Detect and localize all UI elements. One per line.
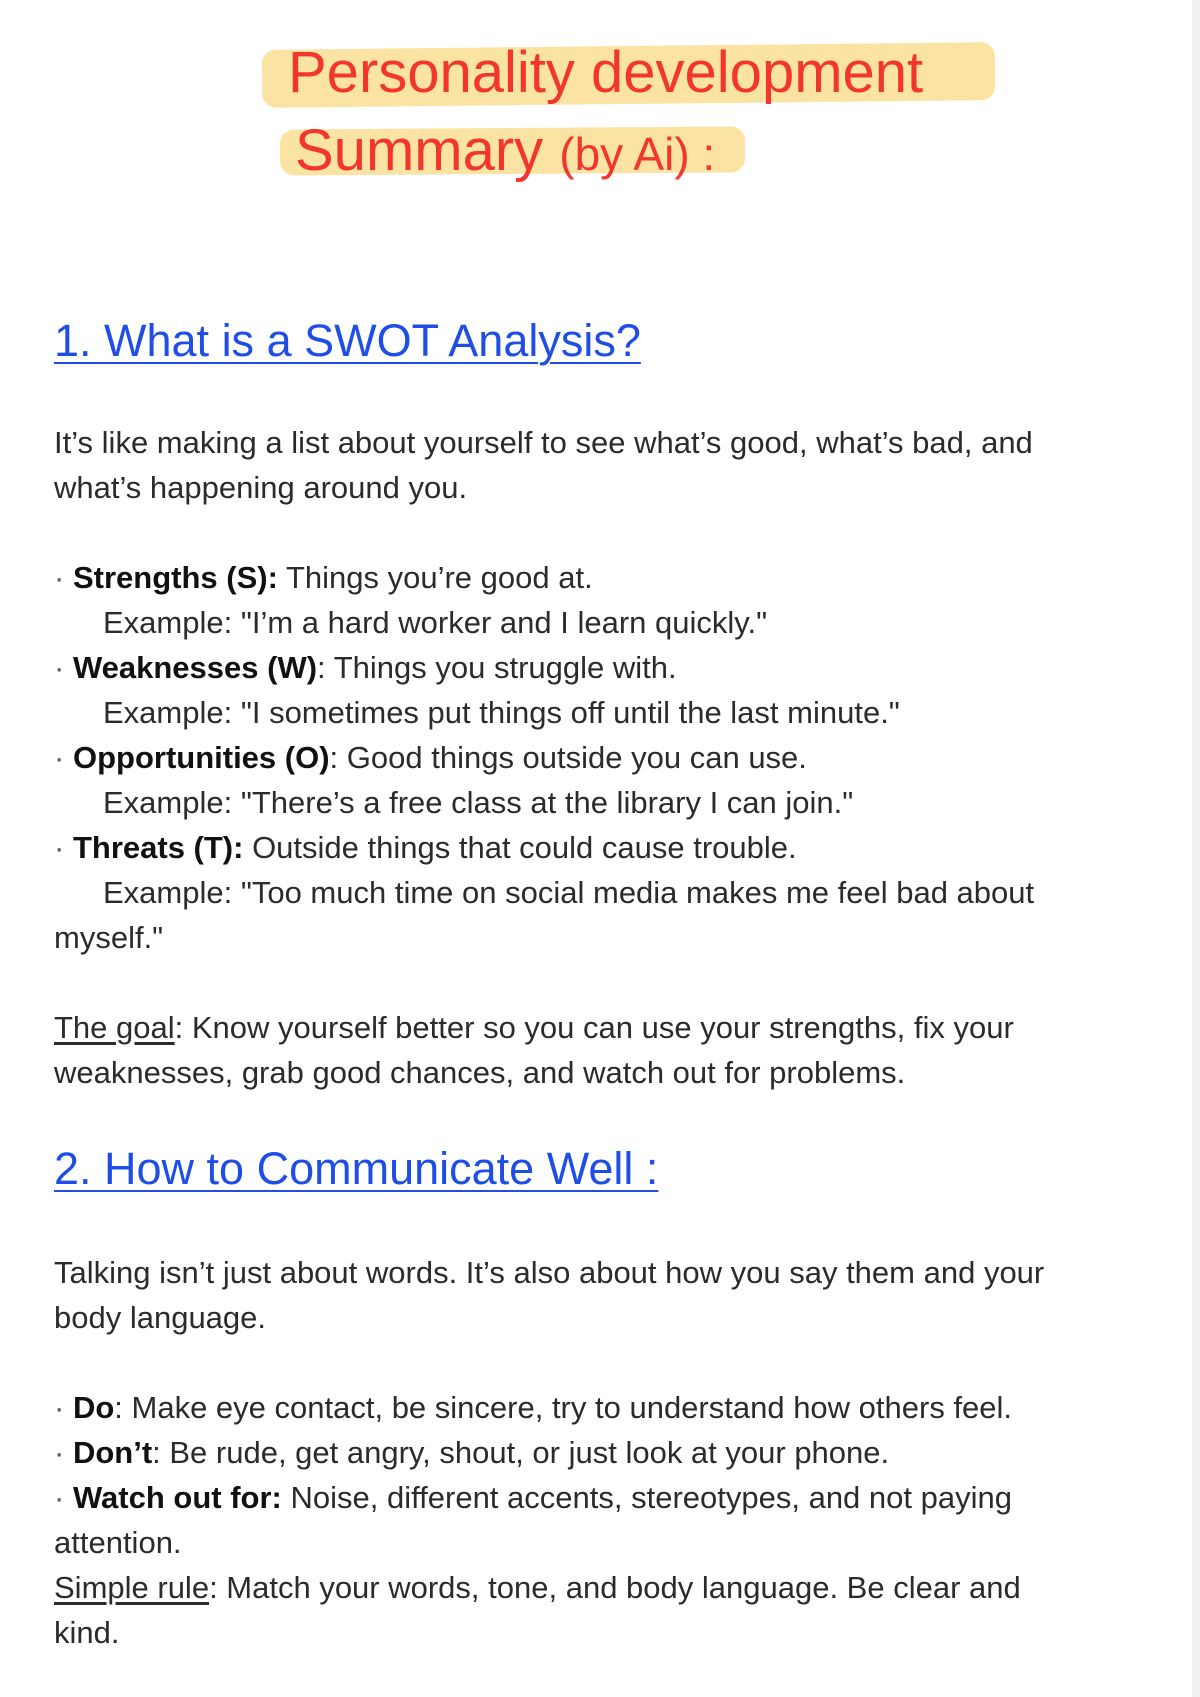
bullet: ·: [54, 560, 65, 595]
title-line-2: [295, 118, 716, 183]
goal-text: : Know yourself better so you can use your strengths, fix your: [174, 1010, 1014, 1045]
bullet: ·: [54, 830, 65, 865]
swot-item-threats: [54, 825, 1154, 870]
intro-line: It’s like making a list about yourself to see what’s good, what’s bad, and: [54, 425, 1033, 460]
comm-item-do: [54, 1385, 1154, 1430]
swot-term: Strengths (S):: [72, 560, 278, 595]
bullet: ·: [54, 1390, 65, 1425]
comm-term: Do: [72, 1390, 115, 1425]
comm-desc-cont: attention.: [54, 1525, 182, 1560]
swot-term: Weaknesses (W): [72, 650, 318, 685]
goal-line: [54, 1005, 1154, 1050]
swot-item-weaknesses: [54, 645, 1154, 690]
section1-intro: [54, 420, 1154, 510]
page-edge: [1192, 0, 1200, 1697]
intro-line: what’s happening around you.: [54, 470, 468, 505]
intro-line: body language.: [54, 1300, 267, 1335]
swot-term: Threats (T):: [72, 830, 244, 865]
communication-list: [54, 1385, 1154, 1655]
swot-desc: : Things you struggle with.: [317, 650, 677, 685]
goal-label: The goal: [54, 1010, 175, 1045]
swot-item-strengths: [54, 555, 1154, 600]
swot-desc: : Good things outside you can use.: [329, 740, 807, 775]
goal-line: weaknesses, grab good chances, and watch out for problems.: [54, 1055, 906, 1090]
title-line-1: Personality development: [288, 40, 924, 105]
swot-example: Example: "Too much time on social media makes me feel bad about: [103, 875, 1035, 910]
title-summary: Summary: [295, 118, 544, 183]
section1-heading: 1. What is a SWOT Analysis?: [54, 315, 641, 366]
swot-example: Example: "I sometimes put things off until the last minute.": [103, 695, 900, 730]
bullet: ·: [54, 650, 65, 685]
comm-desc: Noise, different accents, stereotypes, and not paying: [281, 1480, 1012, 1515]
swot-example: Example: "There’s a free class at the library I can join.": [103, 785, 854, 820]
swot-example-cont: myself.": [54, 920, 164, 955]
comm-item-dont: [54, 1430, 1154, 1475]
comm-term: Watch out for:: [72, 1480, 282, 1515]
rule-line: kind.: [54, 1615, 120, 1650]
swot-list: [54, 555, 1154, 960]
rule-line: [54, 1565, 1154, 1610]
section2-intro: [54, 1250, 1154, 1340]
comm-desc: : Make eye contact, be sincere, try to understand how others feel.: [114, 1390, 1013, 1425]
swot-term: Opportunities (O): [72, 740, 330, 775]
swot-desc: Things you’re good at.: [277, 560, 593, 595]
bullet: ·: [54, 740, 65, 775]
swot-item-opportunities: [54, 735, 1154, 780]
bullet: ·: [54, 1435, 65, 1470]
title-suffix: (by Ai) :: [559, 128, 716, 180]
comm-item-watch: [54, 1475, 1154, 1520]
comm-desc: : Be rude, get angry, shout, or just look at your phone.: [152, 1435, 890, 1470]
rule-label: Simple rule: [54, 1570, 210, 1605]
bullet: ·: [54, 1480, 65, 1515]
intro-line: Talking isn’t just about words. It’s also about how you say them and your: [54, 1255, 1045, 1290]
swot-goal: [54, 1005, 1154, 1095]
comm-term: Don’t: [72, 1435, 153, 1470]
section2-heading: 2. How to Communicate Well :: [54, 1143, 659, 1194]
swot-desc: Outside things that could cause trouble.: [243, 830, 797, 865]
swot-example: Example: "I’m a hard worker and I learn quickly.": [103, 605, 768, 640]
rule-text: : Match your words, tone, and body language. Be clear and: [209, 1570, 1021, 1605]
